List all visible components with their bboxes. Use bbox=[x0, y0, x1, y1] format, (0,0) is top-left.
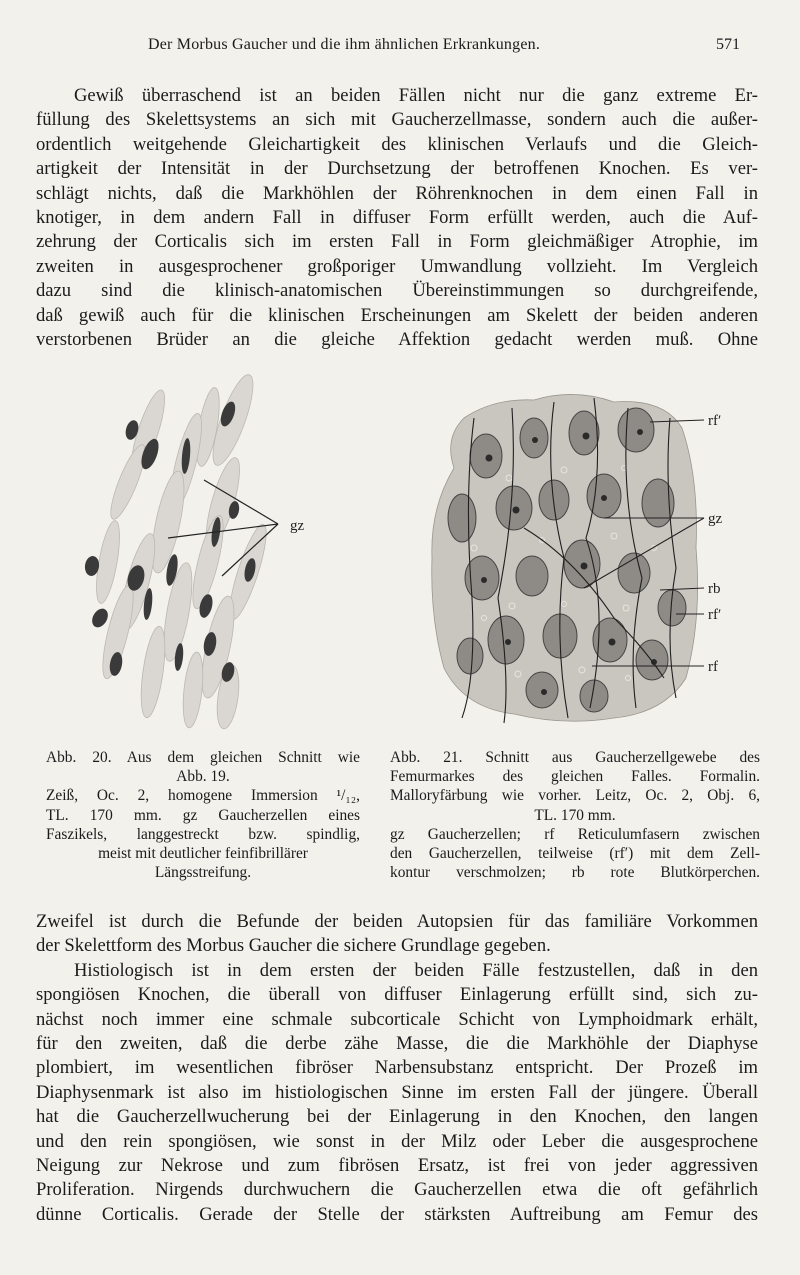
text-line: nächst noch immer eine schmale subcorticale Schicht von Lymphoidmark erhält, bbox=[36, 1008, 758, 1030]
caption-line: TL. 170 mm. bbox=[534, 806, 616, 824]
figure-21-drawing bbox=[414, 378, 744, 730]
figure-21-micrograph bbox=[414, 378, 744, 730]
text-line: plombiert, im wesentlichen fibröser Narbensubstanz entspricht. Der Prozeß im bbox=[36, 1057, 758, 1079]
caption-line: Längsstreifung. bbox=[154, 864, 252, 882]
fig20-label-gz: gz bbox=[290, 518, 305, 534]
figure-20-micrograph bbox=[78, 372, 328, 730]
text-line: zehrung der Corticalis sich im ersten Fall in Form gleichmäßiger Atrophie, im bbox=[36, 231, 758, 253]
text-line: artigkeit der Intensität in der Durchsetzung der betroffenen Knochen. Es ver- bbox=[36, 158, 758, 180]
text-line: füllung des Skelettsystems an sich mit Gaucherzellmasse, sondern auch die außer- bbox=[36, 109, 758, 131]
running-title: Der Morbus Gaucher und die ihm ähnlichen Erkrankungen. bbox=[148, 36, 541, 53]
text-line: spongiösen Knochen, die überall von diffuser Einlagerung erfüllt sind, sich zu- bbox=[36, 984, 758, 1006]
text-line: schlägt nichts, daß die Markhöhlen der Röhrenknochen in dem einen Fall in bbox=[36, 182, 758, 204]
figure-20-caption bbox=[46, 748, 360, 882]
text-line: Diaphysenmark ist also im histiologischen Sinne im ersten Fall der jüngere. Überall bbox=[36, 1081, 758, 1103]
running-header bbox=[0, 36, 800, 60]
fig21-label-gz: gz bbox=[708, 511, 723, 527]
caption-line: Abb. 20. Aus dem gleichen Schnitt wie bbox=[46, 749, 360, 766]
caption-line: Abb. 19. bbox=[176, 768, 230, 786]
text-line: knotiger, in dem andern Fall in diffuser Form erfüllt werden, auch die Auf- bbox=[36, 207, 758, 229]
fig21-label-rf-prime-top: rf′ bbox=[708, 413, 722, 429]
text-line: hat die Gaucherzellwucherung bei der Einlagerung in den Knochen, den langen bbox=[36, 1106, 758, 1128]
text-line: für den zweiten, daß die derbe zähe Masse, die die Markhöhle der Diaphyse bbox=[36, 1033, 758, 1055]
figure-21-caption bbox=[390, 748, 760, 882]
text-line: dazu sind die klinisch-anatomischen Übereinstimmungen so durchgreifende, bbox=[36, 280, 758, 302]
text-line: ordentlich weitgehende Gleichartigkeit des klinischen Verlaufs und die Gleich- bbox=[36, 133, 758, 155]
fig21-label-rf-prime-lower: rf′ bbox=[708, 607, 722, 623]
caption-line: gz Gaucherzellen; rf Reticulumfasern zwischen bbox=[390, 825, 760, 843]
fig21-label-rf: rf bbox=[708, 659, 718, 675]
text-line: verstorbenen Brüder an die gleiche Affektion gedacht werden muß. Ohne bbox=[36, 329, 758, 351]
text-line: und den rein spongiösen, wie sonst in der Milz oder Leber die ausgesprochene bbox=[36, 1130, 758, 1152]
caption-line: meist mit deutlicher feinfibrillärer bbox=[98, 845, 308, 863]
caption-line: TL. 170 mm. gz Gaucherzellen eines bbox=[46, 806, 360, 824]
body-text-top bbox=[36, 84, 758, 352]
caption-line: Malloryfärbung wie vorher. Leitz, Oc. 2, Obj. 6, bbox=[390, 787, 760, 805]
caption-line: Faszikels, langgestreckt bzw. spindlig, bbox=[46, 825, 360, 843]
text-line: Gewiß überraschend ist an beiden Fällen nicht nur die ganz extreme Er- bbox=[74, 85, 758, 106]
text-line: daß gewiß auch für die klinischen Erscheinungen am Skelett der beiden anderen bbox=[36, 304, 758, 326]
figure-20-drawing bbox=[78, 372, 328, 730]
text-line: Proliferation. Nirgends durchwuchern die Gaucherzellen etwa die oft gefährlich bbox=[36, 1179, 758, 1201]
body-text-bottom bbox=[36, 910, 758, 1227]
caption-line: Femurmarkes des gleichen Falles. Formalin. bbox=[390, 768, 760, 786]
text-line: Neigung zur Nekrose und zum fibrösen Ersatz, ist frei von jeder aggressiven bbox=[36, 1155, 758, 1177]
page-number: 571 bbox=[716, 36, 740, 53]
fig21-label-rb: rb bbox=[708, 581, 721, 597]
text-line: der Skelettform des Morbus Gaucher die sichere Grundlage gegeben. bbox=[36, 935, 551, 957]
text-line: Histiologisch ist in dem ersten der beiden Fälle festzustellen, daß in den bbox=[74, 959, 758, 981]
caption-line: kontur verschmolzen; rb rote Blutkörperchen. bbox=[390, 864, 760, 882]
caption-line: Zeiß, Oc. 2, homogene Immersion ¹/₁₂, bbox=[46, 787, 360, 805]
caption-line: den Gaucherzellen, teilweise (rf′) mit dem Zell- bbox=[390, 845, 760, 863]
text-line: dünne Corticalis. Gerade der Stelle der stärksten Auftreibung am Femur des bbox=[36, 1203, 758, 1225]
text-line: zweiten in ausgesprochener großporiger Umwandlung vollzieht. Im Vergleich bbox=[36, 255, 758, 277]
text-line: Zweifel ist durch die Befunde der beiden Autopsien für das familiäre Vorkommen bbox=[36, 911, 758, 932]
caption-line: Abb. 21. Schnitt aus Gaucherzellgewebe des bbox=[390, 749, 760, 766]
